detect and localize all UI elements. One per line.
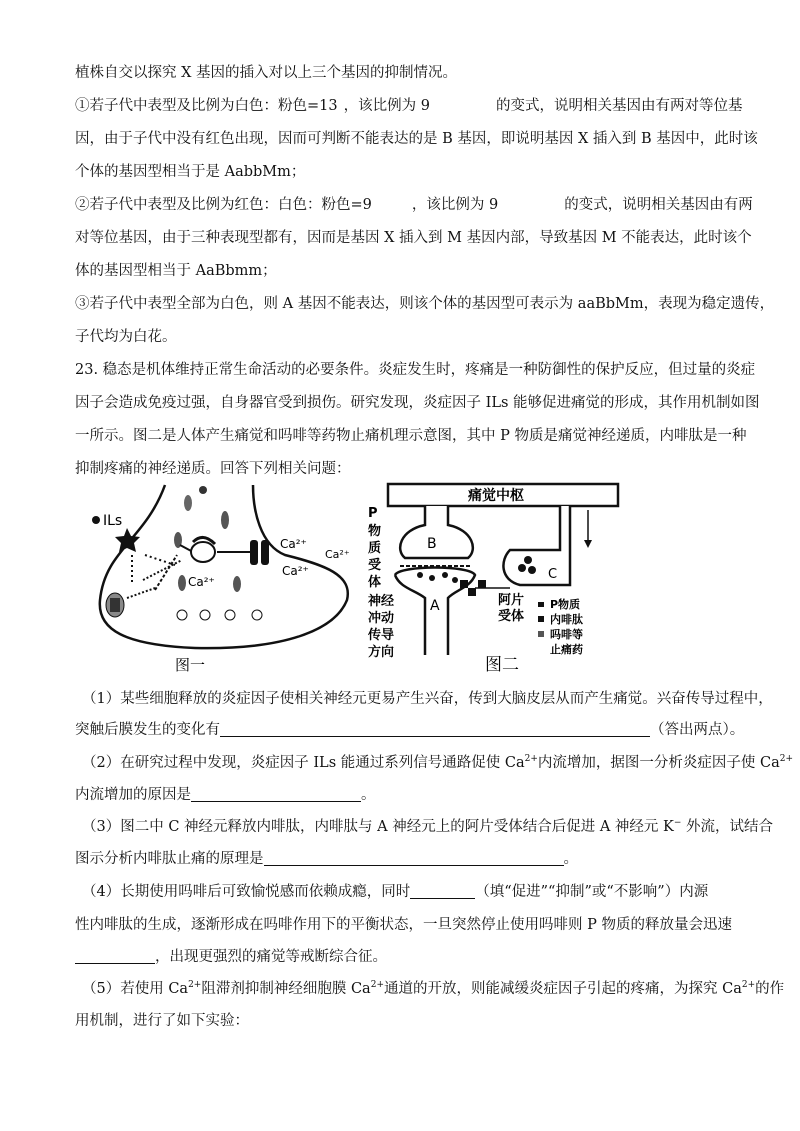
- calcium-channel: [250, 540, 258, 565]
- text-frag: （3）图二中 C 神经元释放内啡肽，内啡肽与 A 神经元上的阿片受体结合后促进 A 神经元: [82, 819, 659, 835]
- text-frag: ，该比例为 9: [343, 98, 430, 114]
- p-receptor-label: 体: [368, 575, 382, 590]
- vesicle: [442, 572, 448, 578]
- legend-label: 吗啡等: [550, 628, 583, 641]
- figure-2-caption: 图二: [485, 655, 519, 675]
- vesicle: [452, 577, 458, 583]
- question-3-line-1: [82, 818, 773, 836]
- receptor: [460, 580, 468, 588]
- legend-swatch-morphine: [538, 631, 544, 637]
- legend-swatch-endorphin: [538, 616, 544, 622]
- question-4-line-2: 性内啡肽的生成，逐渐形成在吗啡作用下的平衡状态，一旦突然停止使用吗啡则 P 物质的释放量会迅速: [75, 917, 732, 933]
- pain-center-label: 痛觉中枢: [468, 488, 524, 504]
- vesicle-oval: [184, 495, 192, 511]
- text-line-8: ③若子代中表型全部为白色，则 A 基因不能表达，则该个体的基因型可表示为 aaBbMm，表现为稳定遗传，: [75, 296, 775, 312]
- text-frag: ，该比例为 9: [411, 197, 499, 213]
- superscript: 2+: [370, 980, 384, 991]
- answer-blank[interactable]: [220, 722, 650, 737]
- question-23-line-3: 一所示。图二是人体产生痛觉和吗啡等药物止痛机理示意图，其中 P 物质是痛觉神经递质，内啡肽是一种: [75, 428, 747, 444]
- granule: [200, 610, 210, 620]
- p-receptor-label: 物: [368, 524, 382, 539]
- text-frag: ①若子代中表型及比例为白色：粉色=13: [75, 98, 338, 114]
- text-frag: 的变式，说明相关基因由有两对等位基: [495, 98, 743, 114]
- channel-vesicle: [191, 542, 215, 562]
- figure-1-synapse-diagram: [85, 480, 360, 680]
- neuron-a-label: A: [430, 598, 440, 614]
- vesicle: [528, 566, 536, 574]
- answer-blank[interactable]: [75, 949, 155, 964]
- text-line-3: 因，由于子代中没有红色出现，因而可判断不能表达的是 B 基因，即说明基因 X 插入到 B 基因中，此时该: [75, 131, 758, 147]
- receptor: [468, 588, 476, 596]
- granule: [252, 610, 262, 620]
- text-frag: 阻滞剂抑制神经细胞膜 Ca: [201, 981, 371, 997]
- text-frag: 的作: [755, 981, 785, 997]
- ca-label: Ca²⁺: [280, 537, 307, 551]
- direction-label: 传导: [368, 628, 395, 643]
- legend-label: P物质: [550, 598, 581, 611]
- text-frag: 内流增加，据图一分析炎症因子使 Ca: [537, 755, 780, 771]
- vesicle-oval: [178, 575, 186, 591]
- text-frag: （5）若使用 Ca: [82, 981, 189, 997]
- text-line-6: 对等位基因，由于三种表现型都有，因而是基因 X 插入到 M 基因内部，导致基因 M 不能表达，此时该个: [75, 230, 752, 246]
- text-frag: 的变式，说明相关基因由有两: [564, 197, 753, 213]
- question-2-line-2: [75, 786, 376, 804]
- mitochondrion-dot: [199, 486, 207, 494]
- question-23-line-4: 抑制疼痛的神经递质。回答下列相关问题：: [75, 461, 351, 477]
- opiate-receptor-label: 受体: [498, 609, 525, 624]
- granule: [225, 610, 235, 620]
- receptor: [478, 580, 486, 588]
- neuron-b-label: B: [427, 536, 437, 552]
- text-line-4: 个体的基因型相当于是 AabbMm；: [75, 164, 306, 180]
- vesicle: [417, 572, 423, 578]
- text-line-5: [75, 196, 753, 214]
- receptor-complex-core: [110, 598, 120, 612]
- signal-path: [127, 588, 155, 598]
- figure-1-caption: 图一: [175, 656, 206, 674]
- direction-label: 神经: [368, 594, 395, 609]
- answer-blank[interactable]: [264, 851, 564, 866]
- text-frag: （2）在研究过程中发现，炎症因子 ILs 能通过系列信号通路促使 Ca: [82, 755, 525, 771]
- text-frag: 。: [563, 851, 578, 867]
- text-frag: （填“促进”“抑制”或“不影响”）内源: [475, 884, 709, 900]
- text-frag: （4）长期使用吗啡后可致愉悦感而依赖成瘾，同时: [82, 884, 411, 900]
- text-frag: K: [663, 819, 674, 835]
- superscript: 2+: [188, 980, 202, 991]
- text-frag: 外流，试结合: [686, 819, 774, 835]
- text-frag: 内流增加的原因是: [75, 787, 191, 803]
- neuron-membrane: [100, 485, 348, 648]
- signal-path: [143, 560, 182, 580]
- question-5-line-1: [82, 980, 784, 998]
- vesicle-oval: [221, 511, 229, 529]
- legend-label: 内啡肽: [550, 613, 583, 626]
- ca-label: Ca²⁺: [188, 575, 215, 589]
- superscript: 2+: [779, 754, 794, 765]
- neuron-c-body: [503, 506, 570, 585]
- ca-label: Ca²⁺: [325, 548, 350, 561]
- question-5-line-2: 用机制，进行了如下实验：: [75, 1013, 249, 1029]
- legend-swatch-p: [538, 602, 544, 607]
- signal-path: [145, 555, 175, 565]
- text-frag: （答出两点）。: [650, 722, 745, 738]
- answer-blank[interactable]: [191, 787, 361, 802]
- question-4-line-1: [82, 883, 708, 901]
- superscript: −: [673, 818, 682, 829]
- superscript: 2+: [741, 980, 756, 991]
- question-2-line-1: [82, 754, 793, 772]
- calcium-channel: [261, 540, 269, 565]
- text-line-1: 植株自交以探究 X 基因的插入对以上三个基因的抑制情况。: [75, 65, 458, 81]
- text-frag: 通道的开放，则能减缓炎症因子引起的疼痛，为探究 Ca: [384, 981, 742, 997]
- opiate-receptor-label: 阿片: [498, 593, 525, 608]
- legend-label: 止痛药: [550, 643, 583, 656]
- ca-label: Ca²⁺: [282, 564, 309, 578]
- text-frag: ，出现更强烈的痛觉等戒断综合征。: [155, 949, 387, 965]
- question-4-line-3: [75, 948, 387, 966]
- figure-2-pain-mechanism-diagram: [360, 480, 650, 680]
- question-1-line-2: [75, 721, 744, 739]
- p-receptor-label: 质: [368, 541, 382, 556]
- text-line-7: 体的基因型相当于 AaBbmm；: [75, 263, 277, 279]
- question-1-line-1: （1）某些细胞释放的炎症因子使相关神经元更易产生兴奋，传到大脑皮层从而产生痛觉。兴奋传导过程中，: [82, 691, 773, 707]
- direction-label: 方向: [368, 645, 395, 660]
- vesicle: [518, 564, 526, 572]
- text-frag: 突触后膜发生的变化有: [75, 722, 220, 738]
- text-frag: 图示分析内啡肽止痛的原理是: [75, 851, 264, 867]
- vesicle-oval: [233, 576, 241, 592]
- question-23-line-1: 23. 稳态是机体维持正常生命活动的必要条件。炎症发生时，疼痛是一种防御性的保护反应，但过量的炎症: [75, 362, 756, 378]
- p-receptor-label: P: [368, 506, 378, 521]
- ils-label: ILs: [103, 513, 123, 529]
- ils-dot: [92, 516, 100, 524]
- direction-label: 冲动: [368, 611, 395, 626]
- granule: [177, 610, 187, 620]
- neuron-c-label: C: [548, 567, 558, 582]
- text-line-2: [75, 97, 742, 115]
- answer-blank[interactable]: [410, 884, 475, 899]
- question-23-line-2: 因子会造成免疫过强，自身器官受到损伤。研究发现，炎症因子 ILs 能够促进痛觉的形成，其作用机制如图: [75, 395, 760, 411]
- superscript: 2+: [524, 754, 538, 765]
- arrow-head-icon: [584, 540, 592, 548]
- text-frag: 。: [361, 787, 376, 803]
- vesicle: [524, 556, 532, 564]
- vesicle: [429, 575, 435, 581]
- p-receptor-label: 受: [368, 558, 382, 573]
- text-line-9: 子代均为白花。: [75, 329, 177, 345]
- question-3-line-2: [75, 850, 578, 868]
- text-frag: ②若子代中表型及比例为红色：白色：粉色=9: [75, 197, 372, 213]
